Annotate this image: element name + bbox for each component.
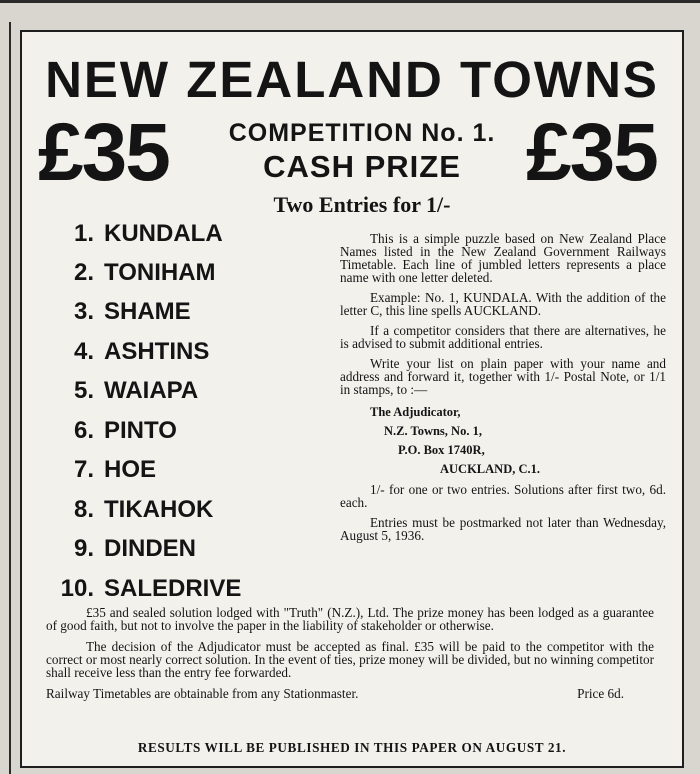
rules-example: Example: No. 1, KUNDALA. With the addition of the letter C, this line spells AUCKLAND.: [340, 290, 666, 318]
puzzle-letters: WAIAPA: [104, 377, 199, 404]
footer-timetables-line: [46, 687, 654, 700]
puzzle-letters: SALEDRIVE: [104, 575, 242, 602]
puzzle-letters: SHAME: [104, 298, 191, 325]
puzzle-letters: DINDEN: [104, 535, 197, 562]
results-notice: RESULTS WILL BE PUBLISHED IN THIS PAPER ON AUGUST 21.: [137, 740, 567, 755]
puzzle-item: [44, 575, 334, 603]
puzzle-number: 9.: [73, 535, 94, 562]
puzzle-number: 8.: [73, 496, 94, 523]
prize-amount-right: £35: [526, 107, 657, 198]
footer-text: [46, 606, 654, 706]
footer-timetables: Railway Timetables are obtainable from any Stationmaster.: [46, 686, 359, 701]
puzzle-item: [44, 220, 334, 248]
address-line: The Adjudicator,: [370, 405, 461, 419]
rules-deadline: Entries must be postmarked not later than Wednesday, August 5, 1936.: [340, 515, 666, 543]
puzzle-letters: KUNDALA: [104, 220, 223, 247]
address-line: P.O. Box 1740R,: [398, 443, 485, 457]
rules-column: [340, 232, 666, 549]
puzzle-number: 5.: [73, 377, 94, 404]
page-left-rule: [9, 22, 11, 774]
puzzle-letters: TIKAHOK: [104, 496, 214, 523]
puzzle-item: [44, 417, 334, 445]
puzzle-item: [44, 298, 334, 326]
puzzle-number: 4.: [73, 338, 94, 365]
headline: NEW ZEALAND TOWNS: [45, 51, 659, 108]
puzzle-number: 1.: [73, 220, 94, 247]
puzzle-item: [44, 338, 334, 366]
puzzle-item: [44, 535, 334, 563]
rules-instructions: Write your list on plain paper with your name and address and forward it, together with 1/- Postal Note, or 1/1 in stamps, to :—: [340, 356, 666, 397]
address-line: AUCKLAND, C.1.: [440, 462, 540, 476]
puzzle-number: 7.: [73, 456, 94, 483]
rules-fees: 1/- for one or two entries. Solutions after first two, 6d. each.: [340, 482, 666, 510]
rules-intro: This is a simple puzzle based on New Zealand Place Names listed in the New Zealand Government Railways Timetable. Each line of jumbled letters represents a place name with one letter deleted.: [340, 231, 666, 285]
puzzle-number: 10.: [60, 575, 94, 602]
puzzle-letters: PINTO: [104, 417, 177, 444]
puzzle-number: 3.: [73, 298, 94, 325]
address-line: N.Z. Towns, No. 1,: [384, 424, 482, 438]
rules-alternatives: If a competitor considers that there are alternatives, he is advised to submit additional entries.: [340, 323, 666, 351]
footer-deposit: £35 and sealed solution lodged with "Truth" (N.Z.), Ltd. The prize money has been lodged as a guarantee of good faith, but not to involve the paper in the liability of stakeholder or otherwise.: [46, 605, 654, 633]
page-top-rule: [0, 0, 700, 3]
puzzle-item: [44, 259, 334, 287]
puzzle-item: [44, 456, 334, 484]
puzzle-letters: TONIHAM: [104, 259, 216, 286]
footer-decision: The decision of the Adjudicator must be accepted as final. £35 will be paid to the competitor with the correct or most nearly correct solution. In the event of ties, prize money will be divided, but no winning competitor shall receive less than the entry fee forwarded.: [46, 639, 654, 680]
footer-price: Price 6d.: [577, 686, 624, 701]
puzzle-letters: ASHTINS: [104, 338, 210, 365]
cash-prize-label: CASH PRIZE: [263, 149, 461, 184]
competition-number: COMPETITION No. 1.: [228, 119, 496, 147]
puzzle-letters: HOE: [104, 456, 157, 483]
puzzle-item: [44, 377, 334, 405]
puzzle-number: 2.: [73, 259, 94, 286]
competition-advertisement: [20, 30, 684, 768]
prize-amount-left: £35: [38, 107, 169, 198]
puzzle-number: 6.: [73, 417, 94, 444]
entries-offer: Two Entries for 1/-: [273, 192, 451, 217]
puzzle-item: [44, 496, 334, 524]
